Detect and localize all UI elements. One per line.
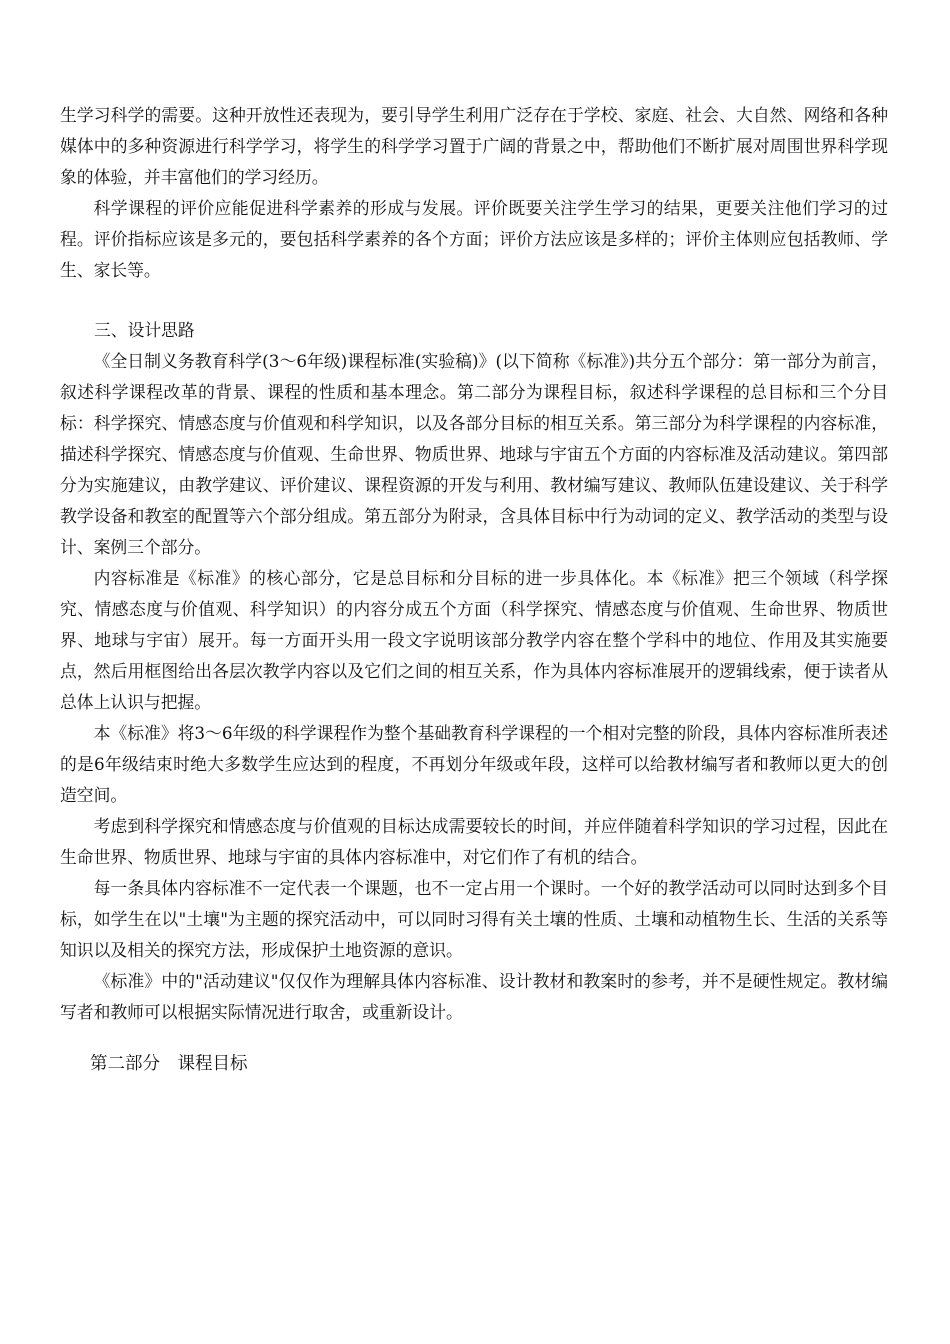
paragraph-grade-range: 本《标准》将3～6年级的科学课程作为整个基础教育科学课程的一个相对完整的阶段，具体内容标准所表述的是6年级结束时绝大多数学生应达到的程度，不再划分年级或年段，这样可以给教材编写者和教师以更大的创造空间。 [60,723,888,805]
part-spacer [60,1028,888,1049]
paragraph-evaluation: 科学课程的评价应能促进科学素养的形成与发展。评价既要关注学生学习的结果，更要关注他们学习的过程。评价指标应该是多元的，要包括科学素养的各个方面；评价方法应该是多样的；评价主体则应包括教师、学生、家长等。 [60,198,888,280]
paragraph-content-items: 每一条具体内容标准不一定代表一个课题，也不一定占用一个课时。一个好的教学活动可以同时达到多个目标，如学生在以"土壤"为主题的探究活动中，可以同时习得有关土壤的性质、土壤和动植物生长、生活的关系等知识以及相关的探究方法，形成保护土地资源的意识。 [60,878,888,960]
paragraph-inquiry-integration: 考虑到科学探究和情感态度与价值观的目标达成需要较长的时间，并应伴随着科学知识的学习过程，因此在生命世界、物质世界、地球与宇宙的具体内容标准中，对它们作了有机的结合。 [60,816,888,867]
paragraph-standard-structure: 《全日制义务教育科学(3～6年级)课程标准(实验稿)》(以下简称《标准》)共分五个部分：第一部分为前言，叙述科学课程改革的背景、课程的性质和基本理念。第二部分为课程目标，叙述科学课程的总目标和三个分目标：科学探究、情感态度与价值观和科学知识，以及各部分目标的相互关系。第三部分为科学课程的内容标准，描述科学探究、情感态度与价值观、生命世界、物质世界、地球与宇宙五个方面的内容标准及活动建议。第四部分为实施建议，由教学建议、评价建议、课程资源的开发与利用、教材编写建议、教师队伍建设建议、关于科学教学设备和教室的配置等六个部分组成。第五部分为附录，含具体目标中行为动词的定义、教学活动的类型与设计、案例三个部分。 [60,351,888,557]
section-heading-design-approach: 三、设计思路 [94,320,195,340]
part-heading-course-goals: 第二部分 课程目标 [90,1054,248,1074]
document-page [60,100,888,1080]
paragraph-content-standard: 内容标准是《标准》的核心部分，它是总目标和分目标的进一步具体化。本《标准》把三个领域（科学探究、情感态度与价值观、科学知识）的内容分成五个方面（科学探究、情感态度与价值观、生命世界、物质世界、地球与宇宙）展开。每一方面开头用一段文字说明该部分教学内容在整个学科中的地位、作用及其实施要点，然后用框图给出各层次教学内容以及它们之间的相互关系，作为具体内容标准展开的逻辑线索，便于读者从总体上认识与把握。 [60,568,888,712]
paragraph-openness-continued: 生学习科学的需要。这种开放性还表现为，要引导学生利用广泛存在于学校、家庭、社会、大自然、网络和各种媒体中的多种资源进行科学学习，将学生的科学学习置于广阔的背景之中，帮助他们不断扩展对周围世界科学现象的体验，并丰富他们的学习经历。 [60,105,888,187]
section-spacer [60,286,888,315]
paragraph-activity-suggestions: 《标准》中的"活动建议"仅仅作为理解具体内容标准、设计教材和教案时的参考，并不是硬性规定。教材编写者和教师可以根据实际情况进行取舍，或重新设计。 [60,971,888,1022]
